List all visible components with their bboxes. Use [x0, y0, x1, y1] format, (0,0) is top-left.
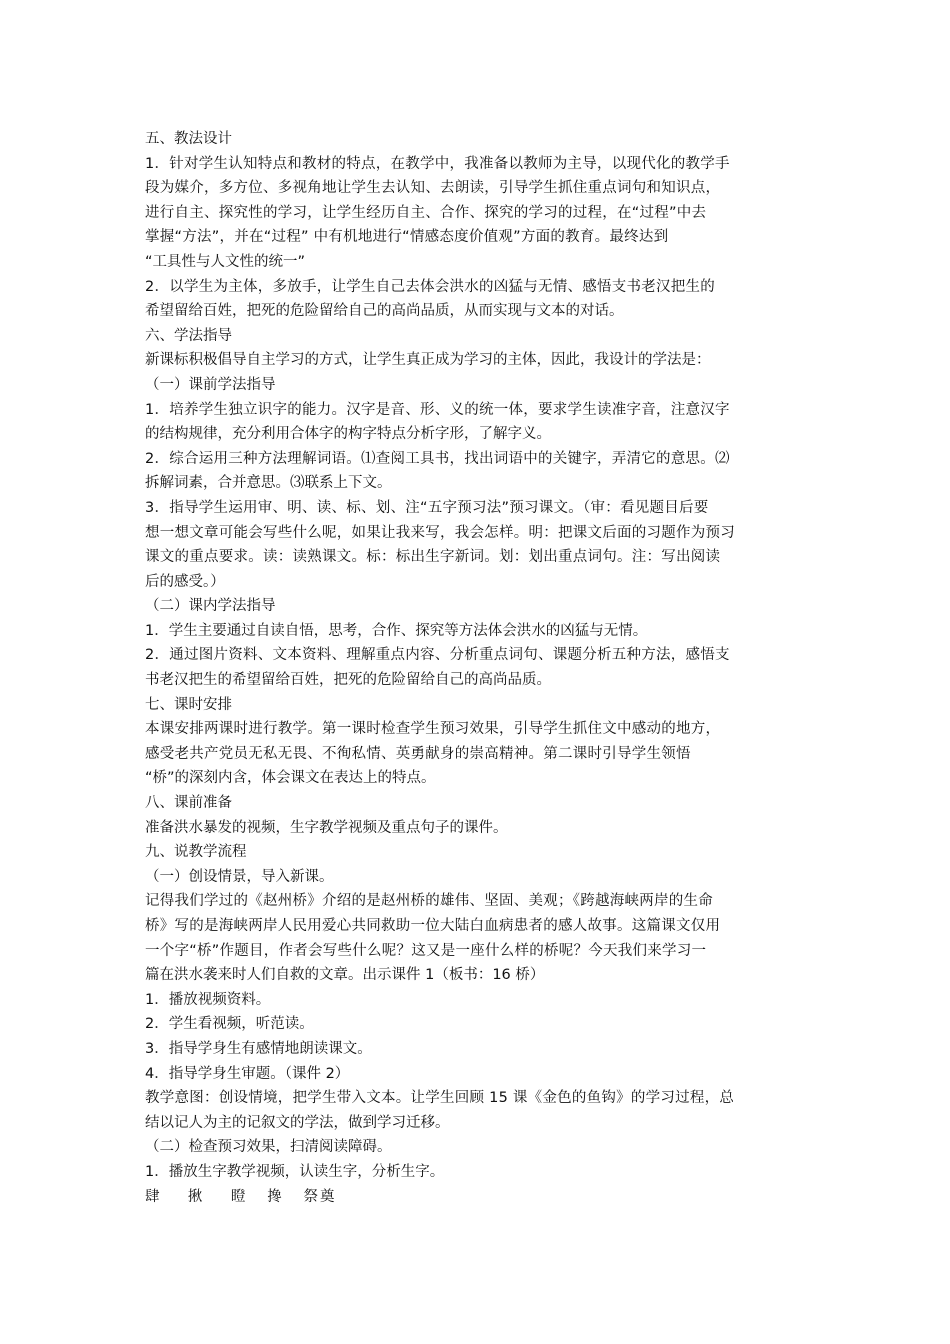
paragraph-line: 感受老共产党员无私无畏、不徇私情、英勇献身的崇高精神。第二课时引导学生领悟	[145, 745, 691, 762]
list-item: 2．学生看视频，听范读。	[145, 1016, 314, 1033]
subsection-heading: （二）课内学法指导	[145, 598, 276, 615]
paragraph-line: 新课标积极倡导自主学习的方式，让学生真正成为学习的主体，因此，我设计的学法是：	[145, 352, 711, 369]
paragraph-line: 2．以学生为主体，多放手，让学生自己去体会洪水的凶猛与无情、感悟支书老汉把生的	[145, 278, 715, 295]
subsection-heading: （一）课前学法指导	[145, 376, 276, 393]
paragraph-line: “工具性与人文性的统一”	[145, 253, 306, 270]
paragraph-line: 准备洪水暴发的视频，生字教学视频及重点句子的课件。	[145, 819, 508, 836]
list-item: 1．播放视频资料。	[145, 991, 271, 1008]
subsection-heading: （一）创设情景，导入新课。	[145, 868, 334, 885]
paragraph-line: 进行自主、探究性的学习，让学生经历自主、合作、探究的学习的过程，在“过程”中去	[145, 204, 707, 221]
paragraph-line: 1．培养学生独立识字的能力。汉字是音、形、义的统一体，要求学生读准字音，注意汉字	[145, 401, 730, 418]
paragraph-line: 结以记人为主的记叙文的学法，做到学习迁移。	[145, 1114, 450, 1131]
paragraph-line: 掌握“方法”，并在“过程” 中有机地进行“情感态度价值观”方面的教育。最终达到	[145, 229, 669, 246]
paragraph-line: 书老汉把生的希望留给百姓，把死的危险留给自己的高尚品质。	[145, 672, 551, 689]
subsection-heading: （二）检查预习效果，扫清阅读障碍。	[145, 1139, 392, 1156]
list-item: 3．指导学身生有感情地朗读课文。	[145, 1040, 372, 1057]
paragraph-line: “桥”的深刻内含，体会课文在表达上的特点。	[145, 770, 436, 787]
paragraph-line: 教学意图：创设情境，把学生带入文本。让学生回顾 15 课《金色的鱼钩》的学习过程，总	[145, 1090, 735, 1107]
paragraph-line: 希望留给百姓，把死的危险留给自己的高尚品质，从而实现与文本的对话。	[145, 303, 624, 320]
paragraph-line: 后的感受。）	[145, 573, 225, 590]
section-heading-teaching-method: 五、教法设计	[145, 131, 232, 147]
paragraph-line: 本课安排两课时进行教学。第一课时检查学生预习效果，引导学生抓住文中感动的地方，	[145, 721, 721, 738]
section-heading-teaching-flow: 九、说教学流程	[145, 844, 247, 861]
paragraph-line: 2．综合运用三种方法理解词语。⑴查阅工具书，找出词语中的关键字，弄清它的意思。⑵	[145, 450, 730, 467]
section-heading-preparation: 八、课前准备	[145, 795, 232, 812]
paragraph-line: 桥》写的是海峡两岸人民用爱心共同救助一位大陆白血病患者的感人故事。这篇课文仅用	[145, 918, 721, 934]
paragraph-line: 1．针对学生认知特点和教材的特点，在教学中，我准备以教师为主导，以现代化的教学手	[145, 155, 730, 172]
paragraph-line: 1．学生主要通过自读自悟，思考，合作、探究等方法体会洪水的凶猛与无情。	[145, 622, 648, 639]
paragraph-line: 段为媒介，多方位、多视角地让学生去认知、去朗读，引导学生抓住重点词句和知识点，	[145, 180, 721, 197]
paragraph-line: 想一想文章可能会写些什么呢，如果让我来写，我会怎样。明：把课文后面的习题作为预习	[145, 524, 735, 541]
paragraph-line: 的结构规律，充分利用合体字的构字特点分析字形，了解字义。	[145, 426, 551, 443]
list-item: 4．指导学身生审题。（课件 2）	[145, 1065, 350, 1082]
paragraph-line: 一个字“桥”作题目，作者会写些什么呢？这又是一座什么样的桥呢？今天我们来学习一	[145, 942, 707, 959]
new-characters-line: 肆 揪 瞪 搀 祭奠	[145, 1188, 337, 1205]
paragraph-line: 3．指导学生运用审、明、读、标、划、注“五字预习法”预习课文。（审：看见题目后要	[145, 499, 709, 516]
paragraph-line: 记得我们学过的《赵州桥》介绍的是赵州桥的雄伟、坚固、美观；《跨越海峡两岸的生命	[145, 893, 713, 910]
section-heading-schedule: 七、课时安排	[145, 696, 232, 713]
paragraph-line: 拆解词素，合并意思。⑶联系上下文。	[145, 475, 392, 492]
paragraph-line: 课文的重点要求。读：读熟课文。标：标出生字新词。划：划出重点词句。注：写出阅读	[145, 549, 721, 566]
section-heading-study-method: 六、学法指导	[145, 327, 232, 344]
paragraph-line: 篇在洪水袭来时人们自救的文章。出示课件 1（板书：16 桥）	[145, 967, 545, 984]
paragraph-line: 2．通过图片资料、文本资料、理解重点内容、分析重点词句、课题分析五种方法，感悟支	[145, 647, 730, 664]
document-body	[145, 127, 810, 1209]
list-item: 1．播放生字教学视频，认读生字，分析生字。	[145, 1163, 445, 1180]
